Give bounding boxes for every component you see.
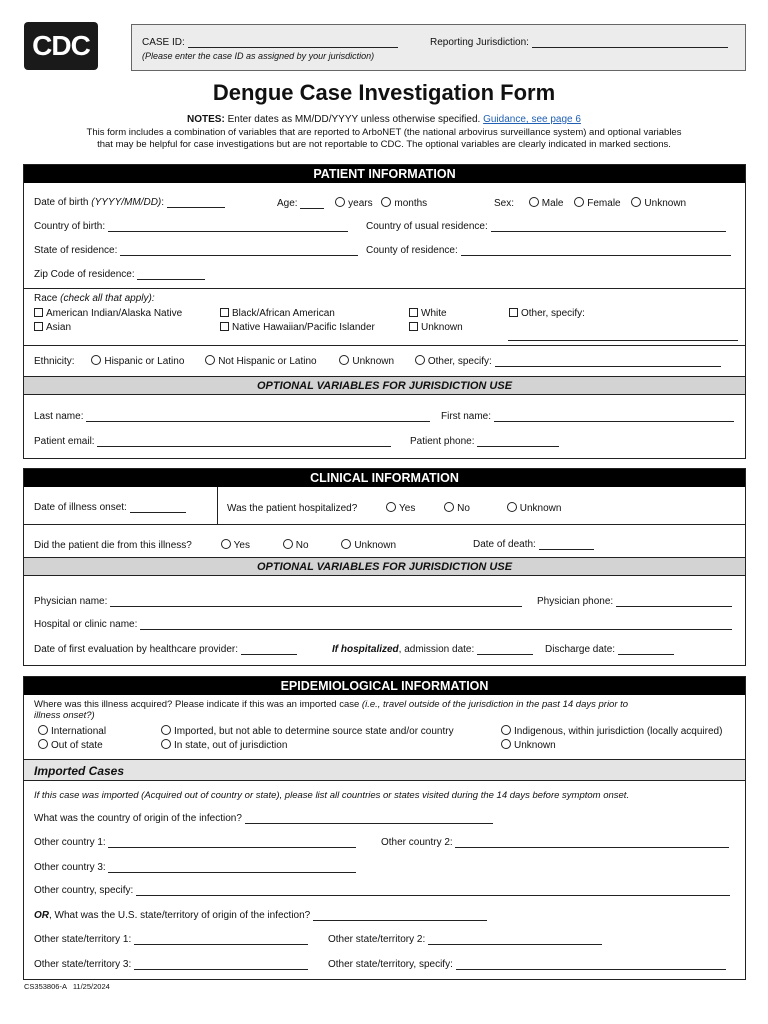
race-aian-checkbox[interactable] xyxy=(34,308,43,317)
or-label: OR xyxy=(34,910,49,921)
opt-indigenous-radio[interactable] xyxy=(501,725,511,735)
die-question: Did the patient die from this illness? xyxy=(34,540,192,551)
race-unknown-checkbox[interactable] xyxy=(409,322,418,331)
form-title: Dengue Case Investigation Form xyxy=(212,80,556,105)
admission-label: , admission date: xyxy=(398,644,475,655)
if-hosp-label: If hospitalized xyxy=(332,644,399,655)
onset-field[interactable] xyxy=(130,503,186,513)
admission-field[interactable] xyxy=(477,645,533,655)
eth-other-label: Other, specify: xyxy=(427,356,492,367)
last-name-field[interactable] xyxy=(86,412,430,422)
footer-code: CS353806-A xyxy=(24,982,67,991)
opt-unknown-label: Unknown xyxy=(514,740,556,751)
race-nhpi-label: Native Hawaiian/Pacific Islander xyxy=(232,322,375,333)
other-state2-label: Other state/territory 2: xyxy=(328,934,426,945)
patient-heading: PATIENT INFORMATION xyxy=(24,165,745,183)
epi-heading: EPIDEMIOLOGICAL INFORMATION xyxy=(24,677,745,695)
race-aian-label: American Indian/Alaska Native xyxy=(46,308,183,319)
sex-label: Sex: xyxy=(494,198,515,209)
dob-hint: (YYYY/MM/DD) xyxy=(91,197,162,208)
imported-note: If this case was imported (Acquired out of country or state), please list all countries or states visited during the 14 days before symptom onset. xyxy=(34,790,630,801)
age-label: Age: xyxy=(277,198,298,209)
sex-female-radio[interactable] xyxy=(574,197,584,207)
state-origin-label: , What was the U.S. state/territory of origin of the infection? xyxy=(49,910,311,921)
race-other-checkbox[interactable] xyxy=(509,308,518,317)
physician-name-label: Physician name: xyxy=(34,596,108,607)
where-question: Where was this illness acquired? Please indicate if this was an imported case xyxy=(34,699,360,710)
patient-optional-heading: OPTIONAL VARIABLES FOR JURISDICTION USE xyxy=(24,376,745,395)
county-res-field[interactable] xyxy=(461,246,731,256)
county-res-label: County of residence: xyxy=(366,245,458,256)
footer-date: 11/25/2024 xyxy=(72,982,110,991)
notes-line-3: that may be helpful for case investigations but are not reportable to CDC. The optional variables are clearly indicated in marked sections. xyxy=(97,139,671,150)
race-nhpi-checkbox[interactable] xyxy=(220,322,229,331)
discharge-field[interactable] xyxy=(618,645,674,655)
country-birth-label: Country of birth: xyxy=(34,221,106,232)
eth-not-hispanic-radio[interactable] xyxy=(205,355,215,365)
hosp-yes-label: Yes xyxy=(399,503,416,514)
guidance-link[interactable]: Guidance, see page 6 xyxy=(483,114,581,125)
age-months-radio[interactable] xyxy=(381,197,391,207)
first-eval-field[interactable] xyxy=(241,645,297,655)
die-yes-radio[interactable] xyxy=(221,539,231,549)
die-no-label: No xyxy=(295,540,309,551)
case-id-box xyxy=(131,24,746,71)
race-asian-label: Asian xyxy=(46,322,72,333)
logo-text: CDC xyxy=(32,30,90,61)
dob-colon: : xyxy=(161,197,165,208)
onset-label: Date of illness onset: xyxy=(34,502,127,513)
eth-not-hispanic-label: Not Hispanic or Latino xyxy=(218,356,317,367)
age-years-label: years xyxy=(348,198,373,209)
race-hint: (check all that apply): xyxy=(60,293,155,304)
die-no-radio[interactable] xyxy=(283,539,293,549)
discharge-label: Discharge date: xyxy=(545,644,616,655)
die-yes-label: Yes xyxy=(233,540,250,551)
physician-phone-label: Physician phone: xyxy=(537,596,614,607)
other-state1-field[interactable] xyxy=(134,935,308,945)
eth-other-field[interactable] xyxy=(495,357,721,367)
race-asian-checkbox[interactable] xyxy=(34,322,43,331)
other-state-specify-field[interactable] xyxy=(456,960,726,970)
other-country-specify-field[interactable] xyxy=(136,886,730,896)
where-hint: (i.e., travel outside of the jurisdiction in the past 14 days prior to xyxy=(361,699,629,710)
sex-unknown-radio[interactable] xyxy=(631,197,641,207)
phone-field[interactable] xyxy=(477,437,559,447)
age-months-label: months xyxy=(394,198,428,209)
sex-male-radio[interactable] xyxy=(529,197,539,207)
opt-out-state-radio[interactable] xyxy=(38,739,48,749)
epi-section xyxy=(23,676,746,980)
zip-field[interactable] xyxy=(137,270,205,280)
die-unknown-radio[interactable] xyxy=(341,539,351,549)
hosp-unknown-label: Unknown xyxy=(519,503,562,514)
clinical-section xyxy=(23,468,746,666)
hospital-name-label: Hospital or clinic name: xyxy=(34,619,138,630)
reporting-label: Reporting Jurisdiction: xyxy=(430,37,529,48)
hosp-yes-radio[interactable] xyxy=(386,502,396,512)
case-id-label: CASE ID: xyxy=(142,37,185,48)
last-name-label: Last name: xyxy=(34,411,84,422)
ethnicity-label: Ethnicity: xyxy=(34,356,75,367)
email-label: Patient email: xyxy=(34,436,95,447)
first-eval-label: Date of first evaluation by healthcare provider: xyxy=(34,644,238,655)
race-black-checkbox[interactable] xyxy=(220,308,229,317)
country-birth-field[interactable] xyxy=(108,222,348,232)
other-state3-field[interactable] xyxy=(134,960,308,970)
die-unknown-label: Unknown xyxy=(354,540,397,551)
race-white-checkbox[interactable] xyxy=(409,308,418,317)
sex-male-label: Male xyxy=(541,198,564,209)
eth-unknown-radio[interactable] xyxy=(339,355,349,365)
notes-text: Enter dates as MM/DD/YYYY unless otherwise specified. xyxy=(227,114,481,125)
opt-in-state-radio[interactable] xyxy=(161,739,171,749)
country-usual-label: Country of usual residence: xyxy=(366,221,488,232)
other-country-specify-label: Other country, specify: xyxy=(34,885,134,896)
clinical-heading: CLINICAL INFORMATION xyxy=(24,469,745,487)
clinical-optional-heading: OPTIONAL VARIABLES FOR JURISDICTION USE xyxy=(24,557,745,576)
race-label: Race xyxy=(34,293,58,304)
other-state3-label: Other state/territory 3: xyxy=(34,959,132,970)
case-id-field[interactable] xyxy=(188,38,398,48)
opt-in-state-label: In state, out of jurisdiction xyxy=(174,740,288,751)
email-field[interactable] xyxy=(97,437,391,447)
death-date-field[interactable] xyxy=(539,540,594,550)
country-usual-field[interactable] xyxy=(491,222,726,232)
eth-hispanic-radio[interactable] xyxy=(91,355,101,365)
eth-unknown-label: Unknown xyxy=(352,356,395,367)
state-origin-field[interactable] xyxy=(313,911,487,921)
hosp-unknown-radio[interactable] xyxy=(507,502,517,512)
other-state1-label: Other state/territory 1: xyxy=(34,934,132,945)
notes-line-1 xyxy=(30,114,738,126)
race-unknown-label: Unknown xyxy=(421,322,463,333)
country-origin-label: What was the country of origin of the infection? xyxy=(34,813,242,824)
opt-international-label: International xyxy=(51,726,107,737)
eth-hispanic-label: Hispanic or Latino xyxy=(104,356,185,367)
race-other-label: Other, specify: xyxy=(521,308,585,319)
hosp-question: Was the patient hospitalized? xyxy=(227,503,358,514)
other-country2-label: Other country 2: xyxy=(381,837,453,848)
opt-out-state-label: Out of state xyxy=(51,740,103,751)
state-res-field[interactable] xyxy=(120,246,358,256)
opt-indigenous-label: Indigenous, within jurisdiction (locally acquired) xyxy=(514,726,723,737)
country-origin-field[interactable] xyxy=(245,814,493,824)
notes-line-2: This form includes a combination of variables that are reported to ArboNET (the national arbovirus surveillance system) and optional variables xyxy=(86,127,682,138)
other-state2-field[interactable] xyxy=(428,935,602,945)
zip-label: Zip Code of residence: xyxy=(34,269,135,280)
phone-label: Patient phone: xyxy=(410,436,475,447)
hospital-name-field[interactable] xyxy=(140,620,732,630)
age-field[interactable] xyxy=(300,199,324,209)
other-country1-label: Other country 1: xyxy=(34,837,106,848)
race-other-field[interactable] xyxy=(508,340,738,341)
case-id-hint: (Please enter the case ID as assigned by your jurisdiction) xyxy=(142,51,375,61)
footer xyxy=(24,982,110,991)
opt-unknown-radio[interactable] xyxy=(501,739,511,749)
physician-phone-field[interactable] xyxy=(616,597,732,607)
cdc-logo xyxy=(24,22,98,70)
physician-name-field[interactable] xyxy=(110,597,522,607)
hosp-no-radio[interactable] xyxy=(444,502,454,512)
dob-label: Date of birth xyxy=(34,197,89,208)
reporting-field[interactable] xyxy=(532,38,728,48)
state-res-label: State of residence: xyxy=(34,245,118,256)
other-country2-field[interactable] xyxy=(455,838,729,848)
other-state-specify-label: Other state/territory, specify: xyxy=(328,959,453,970)
opt-international-radio[interactable] xyxy=(38,725,48,735)
other-country3-label: Other country 3: xyxy=(34,862,106,873)
first-name-label: First name: xyxy=(441,411,492,422)
other-country3-field[interactable] xyxy=(108,863,356,873)
imported-heading: Imported Cases xyxy=(24,759,745,781)
other-country1-field[interactable] xyxy=(108,838,356,848)
age-years-radio[interactable] xyxy=(335,197,345,207)
opt-imported-unknown-radio[interactable] xyxy=(161,725,171,735)
opt-imported-unknown-label: Imported, but not able to determine source state and/or country xyxy=(174,726,454,737)
race-white-label: White xyxy=(421,308,447,319)
death-date-label: Date of death: xyxy=(473,539,536,550)
notes-label: NOTES: xyxy=(187,114,225,125)
eth-other-radio[interactable] xyxy=(415,355,425,365)
patient-section xyxy=(23,164,746,459)
where-hint-2: illness onset?) xyxy=(34,710,95,721)
dob-field[interactable] xyxy=(167,198,225,208)
race-black-label: Black/African American xyxy=(232,308,335,319)
sex-unknown-label: Unknown xyxy=(644,198,687,209)
sex-female-label: Female xyxy=(587,198,621,209)
first-name-field[interactable] xyxy=(494,412,734,422)
hosp-no-label: No xyxy=(457,503,470,514)
